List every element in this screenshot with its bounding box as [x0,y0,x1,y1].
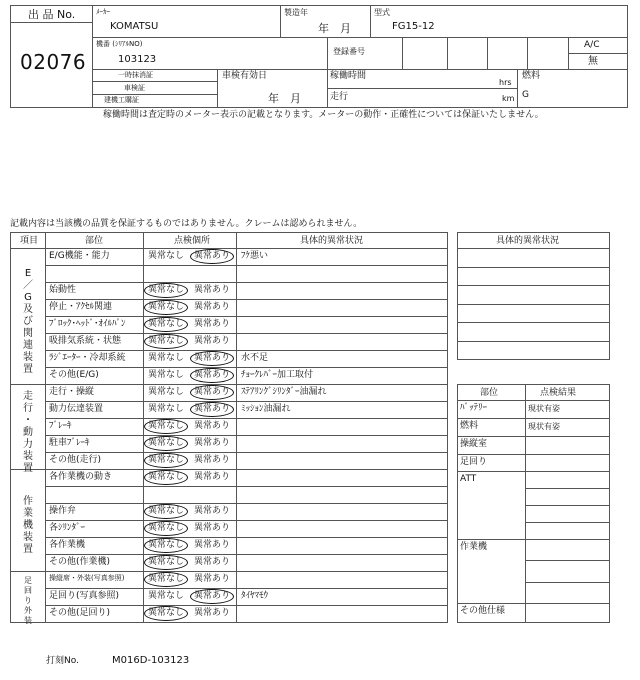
divider [45,537,448,538]
serial-value: 103123 [118,54,157,65]
normal-option: 異常なし [148,608,185,618]
normal-option: 異常なし [148,455,185,465]
row-part-label: 駐車ﾌﾞﾚｰｷ [49,438,90,448]
divider [568,53,628,54]
inspection-value: 年 月 [268,92,301,105]
result-row-part: その他仕様 [460,606,506,616]
selected-circle [144,555,188,570]
selected-circle [144,504,188,519]
divider [487,37,488,69]
divider [525,384,526,623]
selected-circle [144,283,188,298]
row-part-label: ﾌﾞﾚｰｷ [49,421,72,431]
hours-label: 稼働時間 [330,71,367,81]
row-detail: 水不足 [241,353,269,363]
divider [457,322,610,323]
abnormal-option: 異常あり [194,404,231,414]
divider [45,605,448,606]
group-label-drive: 走 行 ・ 動 力 装 置 [23,391,33,474]
selected-circle [190,249,234,264]
normal-option: 異常なし [148,523,185,533]
selected-circle [144,470,188,485]
divider [457,267,610,268]
abnormal-option: 異常あり [194,370,231,380]
divider [45,232,46,623]
divider [45,316,448,317]
row-detail: ﾌｹ悪い [241,251,269,261]
year-label: 製造年 [284,8,308,17]
selected-circle [144,572,188,587]
normal-option: 異常なし [148,302,185,312]
col-header-detail: 具体的異常状況 [300,236,364,246]
row-part-label: 各作業機の動き [49,472,113,482]
selected-circle [144,453,188,468]
row-part-label: その他(走行) [49,455,102,465]
right-result-table [457,384,610,623]
normal-option: 異常なし [148,319,185,329]
divider [10,22,92,23]
normal-option: 異常なし [148,506,185,516]
abnormal-option: 異常あり [194,421,231,431]
divider [236,232,237,623]
abnormal-option: 異常あり [194,336,231,346]
selected-circle [144,521,188,536]
selected-circle [144,419,188,434]
row-part-label: 走行・操縦 [49,387,95,397]
fuel-label: 燃料 [522,71,541,81]
divider [92,81,217,82]
reg-label: 登録番号 [333,47,365,56]
divider [45,486,448,487]
divider [370,5,371,37]
abnormal-option: 異常あり [194,438,231,448]
result-row-value: 現状有姿 [528,422,560,431]
divider [45,588,448,589]
row-part-label: 各ｼﾘﾝﾀﾞｰ [49,523,86,533]
inspection-label: 車検有効日 [222,71,268,81]
normal-option: 異常なし [148,421,185,431]
abnormal-option: 異常あり [194,353,231,363]
abnormal-option: 異常あり [194,574,231,584]
abnormal-option: 異常あり [194,285,231,295]
row-part-label: 各作業機 [49,540,86,550]
row-part-label: E/G機能・能力 [49,251,110,261]
normal-option: 異常なし [148,591,185,601]
normal-option: 異常なし [148,557,185,567]
ac-label: A/C [584,40,600,50]
divider [45,299,448,300]
vehicle-cert-label: 車検証 [124,84,145,92]
divider [457,400,610,401]
normal-option: 異常なし [148,438,185,448]
divider [45,520,448,521]
divider [568,37,569,69]
stamp-value: M016D-103123 [112,655,190,666]
result-row-part: 操縦室 [460,439,488,449]
row-part-label: その他(足回り) [49,608,111,618]
row-part-label: 停止・ｱｸｾﾙ関連 [49,302,113,312]
abnormal-option: 異常あり [194,506,231,516]
normal-option: 異常なし [148,285,185,295]
divider [457,341,610,342]
divider [457,603,610,604]
normal-option: 異常なし [148,574,185,584]
divider [327,88,517,89]
normal-option: 異常なし [148,251,185,261]
abnormal-option: 異常あり [194,251,231,261]
divider [525,582,610,583]
divider [45,265,448,266]
normal-option: 異常なし [148,336,185,346]
normal-option: 異常なし [148,353,185,363]
row-part-label: 操作弁 [49,506,77,516]
normal-option: 異常なし [148,472,185,482]
divider [10,248,448,249]
divider [92,69,628,70]
divider [92,5,93,108]
abnormal-option: 異常あり [194,302,231,312]
fuel-value: G [522,90,529,100]
stamp-label: 打刻No. [46,656,79,666]
lot-number: 02076 [20,50,87,74]
divider [457,304,610,305]
abnormal-option: 異常あり [194,540,231,550]
result-row-value: 現状有姿 [528,404,560,413]
selected-circle [190,385,234,400]
maker-label: ﾒｰｶｰ [96,8,110,16]
abnormal-option: 異常あり [194,455,231,465]
row-part-label: その他(E/G) [49,370,99,380]
divider [402,37,403,69]
lot-label: 出 品 No. [28,8,76,21]
row-part-label: ﾗｼﾞｴｰﾀｰ・冷却系統 [49,353,126,363]
row-part-label: 操縦席・外装(写真参照) [49,574,125,582]
divider [92,37,628,38]
selected-circle [190,589,234,604]
normal-option: 異常なし [148,540,185,550]
row-part-label: ﾌﾞﾛｯｸ･ﾍｯﾄﾞ･ｵｲﾙﾊﾟﾝ [49,319,126,329]
year-value: 年 月 [318,22,351,35]
divider [45,418,448,419]
abnormal-option: 異常あり [194,319,231,329]
selected-circle [144,606,188,621]
group-label-undercarriage: 足 回 り 外 装 [24,576,32,625]
disclaimer: 記載内容は当該機の品質を保証するものではありません。クレームは認められません。 [10,219,363,229]
result-row-part: ﾊﾞｯﾃﾘｰ [460,403,488,413]
row-part-label: 動力伝達装置 [49,404,104,414]
abnormal-option: 異常あり [194,387,231,397]
group-label-engine: E ／ G 及 び 関 連 装 置 [23,268,33,375]
divider [45,333,448,334]
divider [45,282,448,283]
divider [457,471,610,472]
divider [527,37,528,69]
divider [525,505,610,506]
row-part-label: 始動性 [49,285,77,295]
divider [45,503,448,504]
normal-option: 異常なし [148,387,185,397]
divider [525,488,610,489]
row-part-label: 吸排気系統・状態 [49,336,122,346]
divider [45,554,448,555]
result-row-part: ATT [460,474,477,484]
temp-permit-label: 一時抹消証 [118,71,153,79]
result-col-result: 点検結果 [540,388,577,398]
abnormal-option: 異常あり [194,608,231,618]
row-part-label: その他(作業機) [49,557,111,567]
row-detail: ﾐｯｼｮﾝ油漏れ [241,404,291,414]
col-header-check: 点検個所 [174,236,211,246]
serial-label: 機番 (ｼﾘｱﾙNO) [96,40,143,48]
divider [457,454,610,455]
selected-circle [144,334,188,349]
divider [217,69,218,108]
abnormal-option: 異常あり [194,472,231,482]
selected-circle [144,300,188,315]
abnormal-option: 異常あり [194,557,231,567]
hours-unit: hrs [499,78,512,87]
selected-circle [190,351,234,366]
divider [10,384,448,385]
abnormal-option: 異常あり [194,523,231,533]
divider [45,401,448,402]
normal-option: 異常なし [148,370,185,380]
hours-note: 稼働時間は査定時のメーター表示の記載となります。メーターの動作・正確性については保証いたしません。 [103,110,544,120]
group-label-work: 作 業 機 装 置 [23,496,33,555]
divider [457,418,610,419]
row-detail: ｽﾃｱﾘﾝｸﾞｼﾘﾝﾀﾞｰ油漏れ [241,387,327,397]
divider [45,350,448,351]
divider [457,248,610,249]
divider [525,560,610,561]
selected-circle [190,368,234,383]
special-cert-label: 建機工購証 [104,96,139,104]
selected-circle [144,436,188,451]
divider [45,452,448,453]
row-detail: ﾁｮｰｸﾚﾊﾞｰ加工取付 [241,370,314,380]
divider [517,69,518,108]
divider [280,5,281,37]
divider [92,94,217,95]
col-header-item: 項目 [20,236,39,246]
divider [457,436,610,437]
divider [525,522,610,523]
model-label: 型式 [374,8,390,17]
divider [447,37,448,69]
distance-unit: km [502,94,515,103]
selected-circle [144,538,188,553]
abnormal-option: 異常あり [194,591,231,601]
divider [45,435,448,436]
divider [327,37,328,108]
divider [457,285,610,286]
ac-value: 無 [588,56,598,67]
divider [457,539,610,540]
model-value: FG15-12 [392,21,435,32]
selected-circle [190,402,234,417]
row-part-label: 足回り(写真参照) [49,591,120,601]
result-col-part: 部位 [480,388,499,398]
divider [10,571,448,572]
right-detail-header: 具体的異常状況 [496,236,560,246]
distance-label: 走行 [330,92,349,102]
result-row-part: 作業機 [460,542,488,552]
maker-value: KOMATSU [110,21,159,32]
result-row-part: 足回り [460,457,488,467]
divider [45,367,448,368]
selected-circle [144,317,188,332]
row-detail: ﾀｲﾔﾏﾓｳ [241,591,269,601]
header-block [10,5,628,108]
result-row-part: 燃料 [460,421,479,431]
divider [10,469,448,470]
normal-option: 異常なし [148,404,185,414]
col-header-part: 部位 [85,236,104,246]
